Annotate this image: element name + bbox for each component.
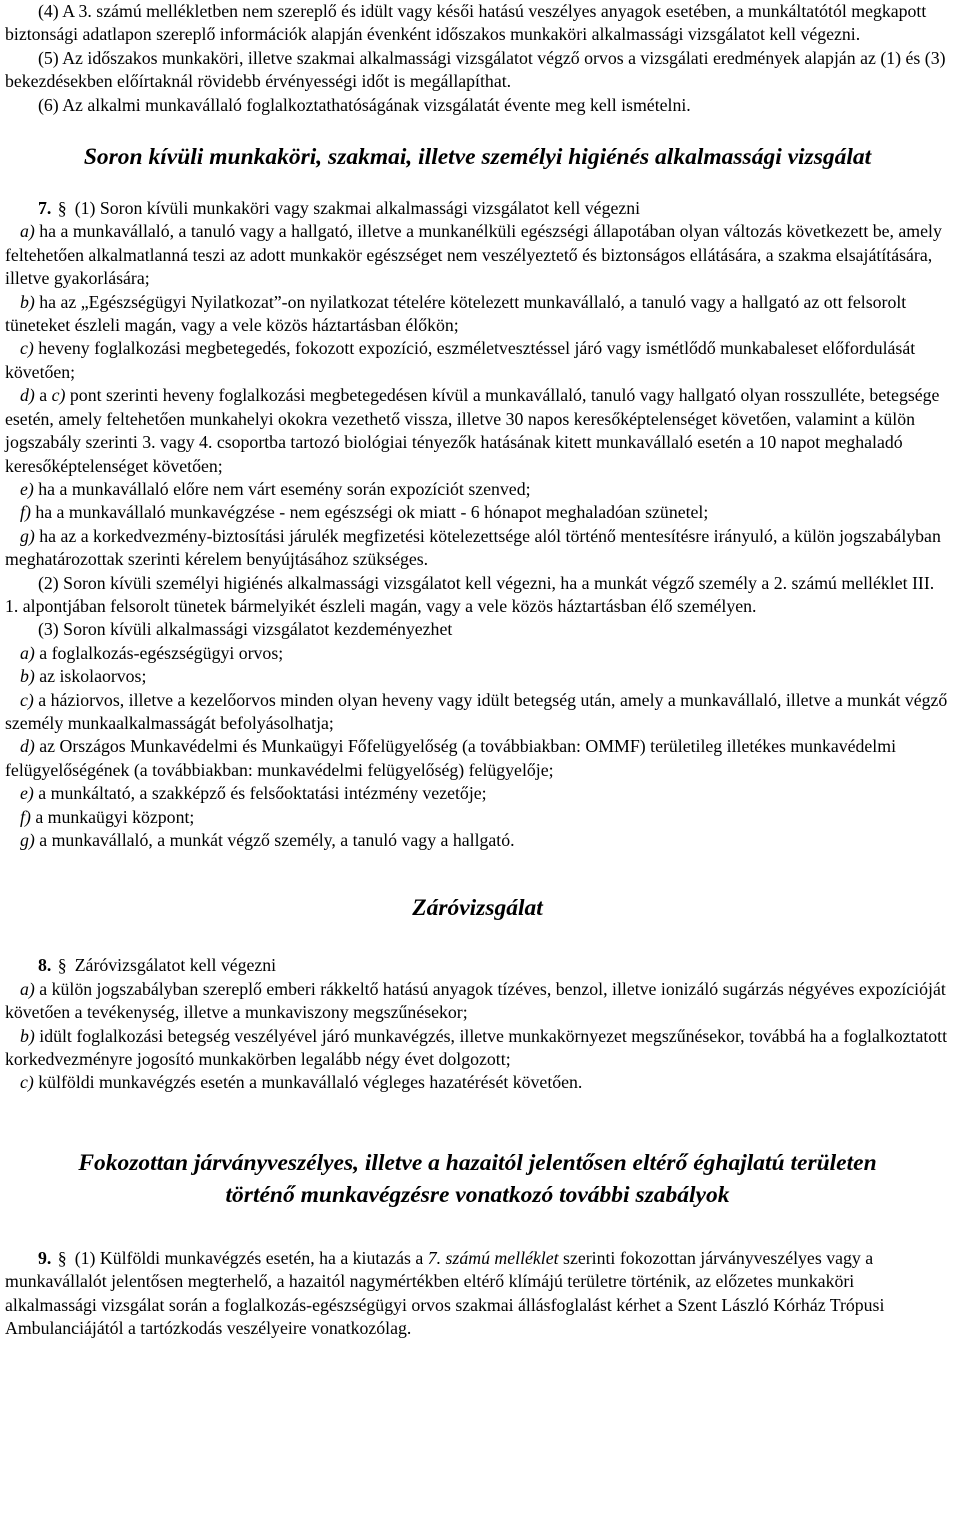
section-number: 7. — [38, 198, 52, 219]
item-text: ha az a korkedvezmény-biztosítási járulék megfizetési kötelezettsége alól történő mentesítésre irányuló, a külön jogszabályban meghatározottak szerinti kérelem benyújtásához szükséges. — [5, 525, 941, 570]
item-letter: a) — [20, 642, 35, 663]
initiator-item-d — [5, 735, 950, 782]
item-text: a háziorvos, illetve a kezelőorvos minden olyan heveny vagy idült betegség után, amely a munkavállaló, illetve a munkát végző személy munkaalkalmasságát befolyásolhatja; — [5, 689, 948, 733]
item-letter: e) — [20, 783, 34, 804]
document-page — [5, 0, 950, 1340]
section-number: 9. — [38, 1247, 52, 1268]
item-text: ha az „Egészségügyi Nyilatkozat”-on nyilatkozat tételére kötelezett munkavállaló, a tanuló vagy a hallgató az ott felsorolt tüneteket észleli magán, vagy a vele közös háztartásban élőkön; — [5, 291, 907, 336]
list-item-d — [5, 384, 950, 478]
list-item-f — [5, 501, 950, 524]
item-text: a munkáltató, a szakképző és felsőoktatási intézmény vezetője; — [38, 783, 487, 804]
item-letter: f) — [20, 806, 31, 827]
paragraph-5: (5) Az időszakos munkaköri, illetve szakmai alkalmassági vizsgálatot végző orvos a vizsgálati eredmények alapján az (1) és (3) bekezdésekben előírtaknál rövidebb érvényességi időt is megállapíthat. — [5, 47, 946, 92]
intro-text: (1) Soron kívüli munkaköri vagy szakmai alkalmassági vizsgálatot kell végezni — [74, 198, 641, 219]
section-9-heading — [5, 1147, 950, 1211]
item-letter: g) — [20, 830, 35, 850]
item-letter: e) — [20, 478, 34, 499]
heading-line-2: történő munkavégzésre vonatkozó további szabályok — [225, 1181, 730, 1208]
section-7-heading: Soron kívüli munkaköri, szakmai, illetve személyi higiénés alkalmassági vizsgálat — [83, 144, 872, 171]
section-sign: § — [57, 1247, 67, 1268]
heading-line-1: Fokozottan járványveszélyes, illetve a hazaitól jelentősen eltérő éghajlatú területen — [78, 1149, 877, 1176]
list-item-c — [5, 337, 950, 384]
item-letter: a) — [20, 978, 35, 999]
section-sign: § — [57, 198, 67, 219]
paragraph-6: (6) Az alkalmi munkavállaló foglalkoztathatóságának vizsgálatát évente meg kell ismételni. — [38, 94, 691, 115]
item-text: ha a munkavállaló előre nem várt esemény során expozíciót szenved; — [38, 478, 531, 499]
final-exam-item-b — [5, 1025, 950, 1072]
item-text-continued: pont szerinti heveny foglalkozási megbetegedésen kívül a munkavállaló, tanuló vagy hallgató olyan rosszulléte, betegsége esetén, amely feltehetően munkahelyi okokra vezethető vissza, illetve 30 napos keresőképtelenséget követően, valamint a külön jogszabály szerinti 3. vagy 4. csoportba tartozó biológiai tényezők hatásának kitett munkavállaló esetén a 10 napot meghaladó keresőképtelenséget követően; — [5, 385, 940, 476]
initiator-item-f — [5, 806, 950, 829]
item-letter: g) — [20, 525, 35, 546]
section-8-heading: Záróvizsgálat — [412, 895, 543, 922]
item-letter: a) — [20, 221, 35, 242]
initiator-item-b — [5, 665, 950, 688]
item-text: idült foglalkozási betegség veszélyével járó munkavégzés, illetve munkakörnyezet megszűnésekor, továbbá ha a foglalkoztatott korkedvezményre jogosító munkakörben legalább négy évet dolgozott; — [5, 1025, 948, 1070]
section-7-paragraph-3: (3) Soron kívüli alkalmassági vizsgálatot kezdeményezhet — [38, 619, 453, 640]
item-text: a — [39, 385, 48, 406]
item-letter: b) — [20, 666, 35, 687]
final-exam-item-a — [5, 978, 950, 1025]
item-text: a munkavállaló, a munkát végző személy, a tanuló vagy a hallgató. — [39, 830, 515, 850]
item-letter: b) — [20, 291, 35, 312]
item-text: a munkaügyi központ; — [35, 806, 195, 827]
item-letter: c) — [20, 689, 34, 710]
item-text: ha a munkavállaló munkavégzése - nem egészségi ok miatt - 6 hónapot meghaladóan szünetel; — [35, 502, 709, 523]
item-letter: f) — [20, 502, 31, 523]
section-8-intro — [5, 954, 950, 977]
initiator-item-a — [5, 642, 950, 665]
list-item-a — [5, 220, 950, 290]
item-letter: c) — [20, 1072, 34, 1093]
section-7-intro — [5, 197, 950, 220]
list-item-e — [5, 478, 950, 501]
item-text: heveny foglalkozási megbetegedés, fokozott expozíció, eszméletvesztéssel járó vagy ismétlődő munkabaleset előfordulását követően; — [5, 338, 916, 382]
initiator-item-c — [5, 689, 950, 736]
list-item-g — [5, 525, 950, 572]
section-7-paragraph-2: (2) Soron kívüli személyi higiénés alkalmassági vizsgálatot kell végezni, ha a munkát végző személy a 2. számú melléklet III. 1. alpontjában felsorolt tünetek bármelyikét észleli magán, vagy a vele közös háztartásban élő személyen. — [5, 572, 935, 616]
paragraph-end: szerinti fokozottan járványveszélyes vagy a munkavállalót jelentősen megterhelő, a hazaitól nagymértékben eltérő klímájú területre történik, az előzetes munkaköri alkalmassági vizsgálat során a foglalkozás-egészségügyi orvos szakmai állásfoglalást kérhet a Szent László Kórház Trópusi Ambulanciájától a tartózkodás veszélyeire vonatkozólag. — [5, 1247, 885, 1339]
intro-text: Záróvizsgálatot kell végezni — [74, 955, 277, 976]
initiator-item-g — [5, 829, 950, 852]
item-letter: d) — [20, 736, 35, 757]
section-number: 8. — [38, 955, 52, 976]
annex-reference: 7. számú melléklet — [427, 1247, 559, 1268]
item-text: az Országos Munkavédelmi és Munkaügyi Főfelügyelőség (a továbbiakban: OMMF) területileg illetékes munkavédelmi felügyelőségének (a továbbiakban: munkavédelmi felügyelőség) felügyelője; — [5, 736, 897, 780]
item-text: külföldi munkavégzés esetén a munkavállaló végleges hazatérését követően. — [38, 1072, 583, 1093]
item-text: a foglalkozás-egészségügyi orvos; — [39, 642, 284, 663]
item-text: a külön jogszabályban szereplő emberi rákkeltő hatású anyagok tízéves, benzol, illetve ionizáló sugárzás négyéves expozícióját követően a tevékenység, illetve a munkaviszony megszűnésekor; — [5, 978, 946, 1023]
paragraph-4: (4) A 3. számú mellékletben nem szereplő és idült vagy késői hatású veszélyes anyagok esetében, a munkáltatótól megkapott biztonsági adatlapon szereplő információk alapján évenként időszakos munkaköri alkalmassági vizsgálatot kell végezni. — [5, 1, 927, 45]
initiator-item-e — [5, 782, 950, 805]
item-text: az iskolaorvos; — [39, 666, 147, 687]
item-letter: c) — [20, 338, 34, 359]
item-letter: b) — [20, 1025, 35, 1046]
paragraph-start: (1) Külföldi munkavégzés esetén, ha a kiutazás a — [74, 1247, 424, 1268]
item-text: ha a munkavállaló, a tanuló vagy a hallgató, illetve a munkanélküli egészségi állapotában olyan változás következett be, amely feltehetően alkalmatlanná teszi az adott munkakör egészséget nem veszélyeztető és biztonságos ellátására, a szakma elsajátítására, illetve gyakorlására; — [5, 221, 942, 289]
item-reference: c) — [51, 385, 66, 406]
list-item-b — [5, 291, 950, 338]
section-sign: § — [57, 955, 67, 976]
section-9-paragraph-1 — [5, 1247, 950, 1341]
item-letter: d) — [20, 385, 35, 406]
final-exam-item-c — [5, 1071, 950, 1094]
